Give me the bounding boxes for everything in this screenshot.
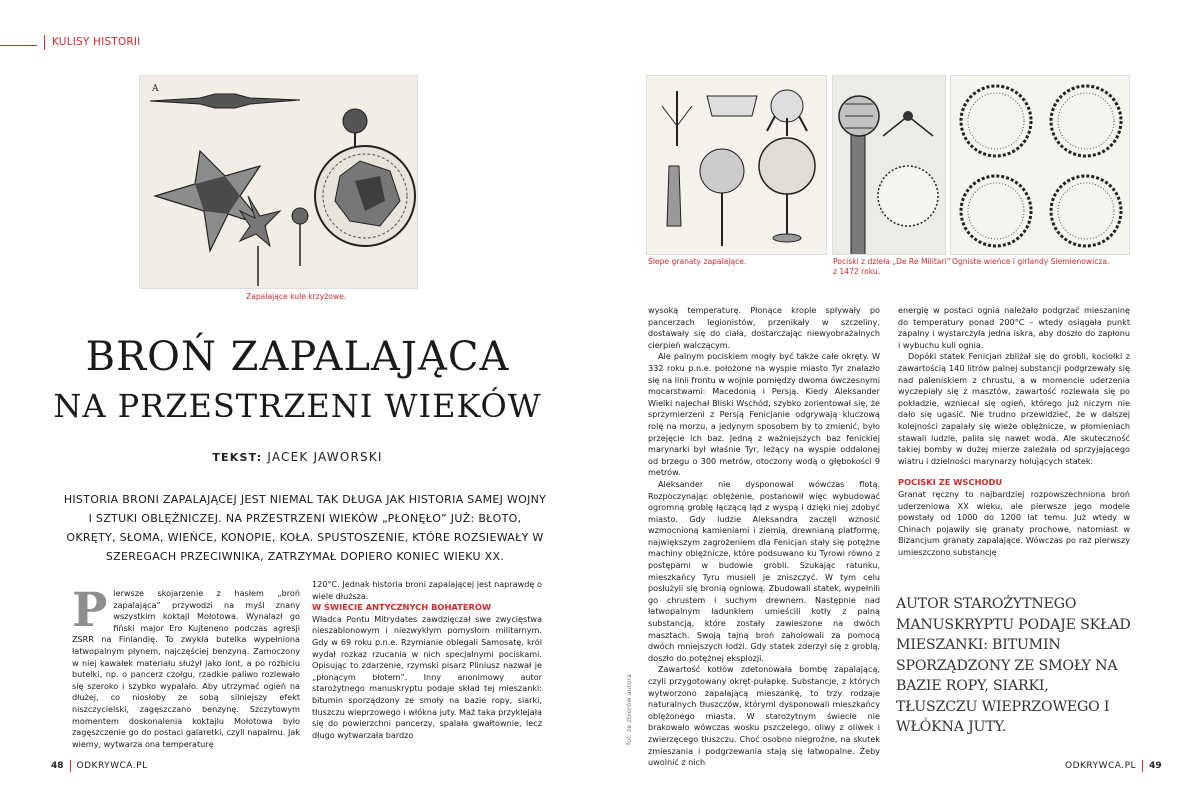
column-4 <box>898 305 1130 558</box>
column-2 <box>312 579 542 741</box>
pull-quote: AUTOR STAROŻYTNEGO MANUSKRYPTU PODAJE SKŁAD MIESZANKI: BITUMIN SPORZĄDZONY ZE SMOŁY NA BAZIE ROPY, SIARKI, TŁUSZCZU WIEPRZOWEGO I WŁÓKNA JUTY. <box>896 596 1131 735</box>
header-rule <box>0 45 37 46</box>
column-3-para-2: Ale palnym pociskiem mogły być także całe okręty. W 332 roku p.n.e. położone na wyspie miasto Tyr znalazło się na linii frontu w wojnie pomiędzy dwoma ówczesnymi mocarstwami: Macedonią i Persją. Kiedy Aleksander Wielki najechał Bliski Wschód, szybko zorientował się, że sprzymierzeni z Persją Fenicjanie odgrywają kluczową rolę na morzu, a jedynym sposobem by to zmienić, było przejęcie ich baz. Jedną z ważniejszych baz fenickiej marynarki był właśnie Tyr, leżący na wyspie oddalonej od brzegu o 300 metrów, otoczony wodą o głębokości 9 metrów. <box>648 351 880 478</box>
title-line-2: NA PRZESTRZENI WIEKÓW <box>53 387 542 425</box>
blind-grenades-engraving <box>646 75 827 255</box>
caption-fire-wreaths: Ogniste wieńce i girlandy Siemienowicza. <box>952 257 1110 266</box>
caption-blind-grenades: Ślepe granaty zapalające. <box>648 257 747 266</box>
byline-label: TEKST: <box>212 451 263 464</box>
footer-left <box>51 760 148 772</box>
lead-paragraph: HISTORIA BRONI ZAPALAJĄCEJ JEST NIEMAL TAK DŁUGA JAK HISTORIA SAMEJ WOJNY I SZTUKI OBLĘŻNICZEJ. NA PRZESTRZENI WIEKÓW „PŁONĘŁO” JUŻ: BŁOTO, OKRĘTY, SŁOMA, WIEŃCE, KONOPIE, KOŁA. SPUSTOSZENIE, KTÓRE ROZSIEWAŁY W SZEREGACH PRZECIWNIKA, ZATRZYMAŁ DOPIERO KONIEC WIEKU XX. <box>63 493 547 563</box>
subhead-eastern-projectiles: POCISKI ZE WSCHODU <box>898 477 1003 488</box>
footer-left-divider <box>70 760 71 772</box>
left-figure-caption: Zapalające kule krzyżowe. <box>246 292 347 301</box>
photo-credit: fot. ze zbiorów autora <box>625 674 633 745</box>
column-4-para-3: Granat ręczny to najbardziej rozpowszechniona broń uderzeniowa XX wieku, ale pierwsze jego modele powstały od 1000 do 1200 lat temu. Już wtedy w Chinach pojawiły się granaty prochowe, natomiast w Bizancjum granaty zapalające. Wówczas po raz pierwszy umieszczono substancję <box>898 488 1130 557</box>
column-1-text: ierwsze skojarzenie z hasłem „broń zapalająca” przywodzi na myśl znany wszystkim koktajl Mołotowa. Wynalazł go fiński major Ero Kujteneno podczas agresji ZSRR na Finlandię. To zwykła butelka wypełniona łatwopalnym płynem, najczęściej benzyną. Zamoczony w niej kawałek materiału służył jako lont, a po rozbiciu butelki, np. o pancerz czołgu, rzadkie paliwo rozlewało się szeroko i szybko wypalało. Aby utrzymać ogień na dłużej, co niosłoby ze sobą silniejszy efekt niszczycielski, zagęszczano benzynę. Szczytowym momentem doskonalenia koktajlu Mołotowa było zagęszczenie go do postaci galaretki, czyli napalmu. Jak wiemy, wytwarza ona temperaturę <box>72 588 300 749</box>
de-re-militari-projectiles <box>832 75 946 255</box>
column-3-para-3: Aleksander nie dysponował wówczas flotą. Rozpoczynając oblężenie, postanowił więc wybudować ogromną groblę łączącą ląd z wyspą i dzięki niej zdobyć miasto. Gdy ludzie Aleksandra zaczęli wznosić wzmocnioną kamieniami i ziemią, drewnianą platformę, największym zagrożeniem dla Fenicjan stały się potężne machiny oblężnicze, które podsuwano ku Tyrowi równo z postępami w budowie grobli. Szukając ratunku, mieszkańcy Tyru musieli je zniszczyć. W tym celu posłużyli się bronią ogniową. Zbudowali statek, wypełnili go chrustem i suchym drewnem. Następnie nad łatwopalnym ładunkiem umieścili kotły z palną substancją, które zostały zawieszone na dwóch masztach. Swoją tajną broń zaholowali za pomocą dwóch mniejszych łodzi. Gdy statek zderzył się z groblą, doszło do potężnej eksplozji. <box>648 478 880 663</box>
drop-cap: P <box>72 583 108 638</box>
column-3-para-4: Zawartość kotłów zdetonowała bombę zapalającą, czyli przygotowany okręt-pułapkę. Substancje, z których wytworzono zapalającą mieszankę, to trzy rodzaje naturalnych tłuszczów, którymi dysponowali mieszkańcy oblężonego miasta. W starożytnym świecie nie brakowało wówczas wosku pszczelego, oliwy z oliwek i zwierzęcego tłuszczu. Choć osobno niegroźne, na skutek zmieszania i podgrzewania stają się łatwopalne. Żeby uwolnić z nich <box>648 664 880 768</box>
column-4-para-2: Dopóki statek Fenicjan zbliżał się do grobli, kociołki z zawartością 140 litrów palnej substancji podgrzewały się nad paleniskiem z chrustu, a w momencie uderzenia wyczepiały się z masztów, zawartość rozlewała się po pokładzie, wzniecał się ogień, którego już niczym nie dało się ugasić. Nie trudno przewidzieć, że w dalszej kolejności zapalały się wieże oblężnicze, w płomieniach stawali ludzie, paliła się nawet woda. Ale skuteczność takiej bomby w dużej mierze zależała od sprzyjającego wiatru i dzielności marynarzy holujących statek. <box>898 351 1130 466</box>
left-site: ODKRYWCA.PL <box>76 761 148 771</box>
cross-fire-balls-engraving <box>139 75 418 289</box>
column-4-para-1: energię w postaci ognia należało podgrzać mieszaninę do temperatury ponad 200°C – wtedy osiągała punkt zapalny i wystarczyła jedna iskra, aby doszło do zapłonu i wybuchu kuli ognia. <box>898 305 1130 350</box>
footer-right-divider <box>1142 760 1143 772</box>
subhead-ancient-heroes: W ŚWIECIE ANTYCZNYCH BOHATERÓW <box>312 602 492 613</box>
column-3 <box>648 305 880 769</box>
byline <box>0 450 595 464</box>
right-site: ODKRYWCA.PL <box>1065 761 1137 771</box>
column-1 <box>72 583 300 750</box>
title-line-1: BROŃ ZAPALAJĄCA <box>85 334 510 380</box>
fig-label-a: A <box>152 84 159 94</box>
header-divider <box>44 35 45 50</box>
footer-right <box>1065 760 1162 772</box>
byline-author: JACEK JAWORSKI <box>267 450 383 464</box>
left-page-number: 48 <box>51 761 64 771</box>
right-page-number: 49 <box>1149 761 1162 771</box>
column-2-para-1: 120°C. Jednak historia broni zapalającej jest naprawdę o wiele dłuższa. <box>312 579 542 601</box>
column-3-para-1: wysoką temperaturę. Płonące krople spływały po pancerzach legionistów, przenikały w szczeliny, dostawały się do ciała, dostarczając niewyobrażalnych cierpień walczącym. <box>648 305 880 350</box>
caption-de-re-militari: Pociski z dzieła „De Re Militari” z 1472 roku. <box>833 257 951 276</box>
section-header: KULISY HISTORII <box>52 36 141 48</box>
column-2-para-2: Władca Pontu Mitrydates zawdzięczał swe zwycięstwa nieszablonowym i niezwykłym pomysłom militarnym. Gdy w 69 roku p.n.e. Rzymianie oblegali Samosatę, król wydał rozkaz rzucania w nich specjalnymi pociskami. Opisując to zdarzenie, rzymski pisarz Pliniusz nazwał je „płonącym błotem”. Inny anonimowy autor starożytnego manuskryptu podaje skład tej mieszanki: bitumin sporządzony ze smoły na bazie ropy, siarki, tłuszczu wieprzowego i włókna juty. Maź taka przyklejała się do powierzchni pancerzy, spalała gwałtownie, lecz długo wytwarzała bardzo <box>312 613 542 740</box>
siemienowicz-fire-wreaths <box>950 75 1130 255</box>
